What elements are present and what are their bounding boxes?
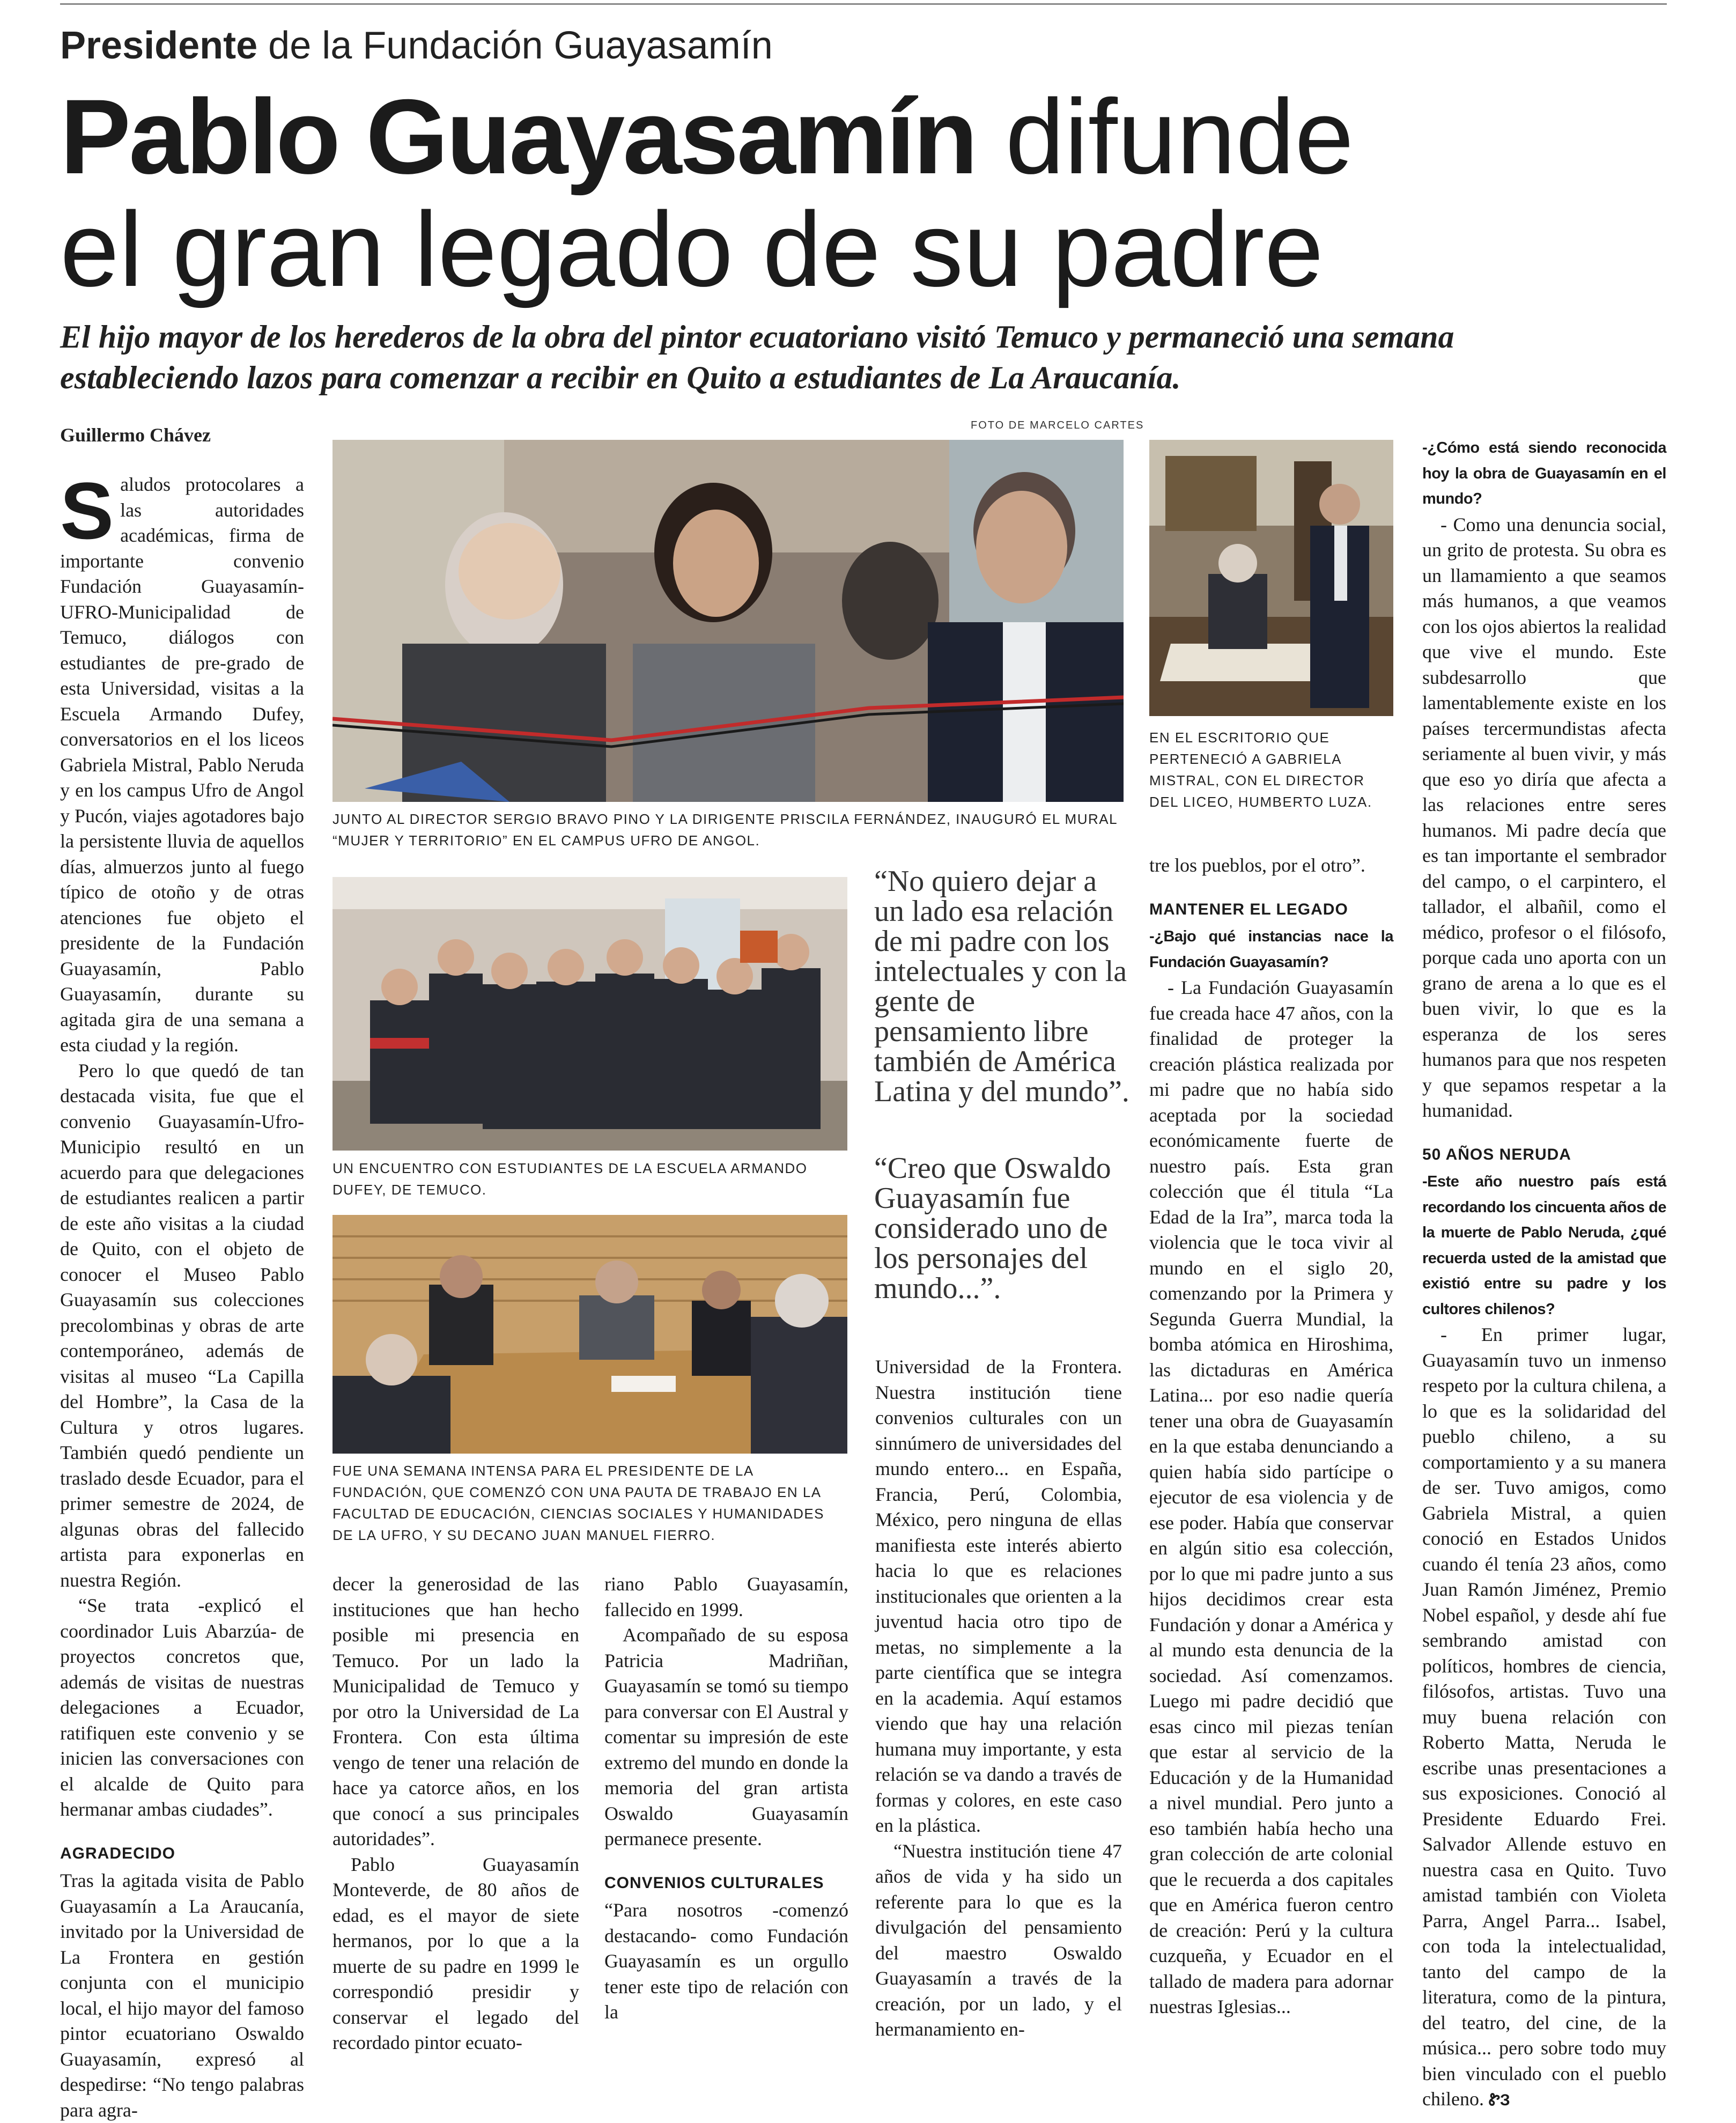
paragraph: tre los pueblos, por el otro”. bbox=[1149, 854, 1365, 876]
pullquote-1-line: Latina y del mundo”. bbox=[874, 1075, 1129, 1108]
meeting-table-illustration bbox=[333, 1215, 847, 1454]
pullquote-2-line: Guayasamín fue bbox=[874, 1182, 1070, 1215]
photo-students-group bbox=[333, 877, 847, 1151]
photo-ribbon-cutting bbox=[333, 440, 1124, 802]
end-mark-icon: ᏑЗ bbox=[1488, 2091, 1510, 2109]
paragraph-text: - En primer lugar, Guayasamín tuvo un inmenso respeto por la cultura chilena, a lo que es la solidaridad del pueblo chileno, a su comportamiento y a su manera de ser. Tuvo amigos, como Gabriela Mistral, a quien conoció en Estados Unidos cuando él tenía 23 años, como Juan Ramón Jiménez, Premio Nobel español, y desde ahí fue sembrando amistad con políticos, hombres de ciencia, filósofos, artistas. Tuvo una muy buena relación con Roberto Matta, Neruda le escribe unas presentaciones a sus exposiciones. Conoció al Presidente Eduardo Frei. Salvador Allende estuvo en nuestra casa en Quito. Tuvo amistad también con Violeta Parra, Angel Parra... Isabel, con toda la intelectualidad, tanto del campo de la literatura, como de la pintura, del teatro, del cine, de la música... pero sobre todo muy bien vinculado con el pueblo chileno. bbox=[1422, 1324, 1666, 2110]
paragraph: Pablo Guayasamín Monteverde, de 80 años de edad, es el mayor de siete hermanos, por lo que a la muerte de su padre en 1999 le correspondió presidir y conservar el legado del recordado pintor ecuato- bbox=[333, 1853, 579, 2053]
paragraph: “Se trata -explicó el coordinador Luis Abarzúa- de proyectos concretos que, además de visitas de nuestras delegaciones a Ecuador, ratifiquen este convenio y se inicien las conversaciones con el alcalde de Quito para hermanar ambas ciudades”. bbox=[60, 1595, 304, 1820]
caption-photo1: JUNTO AL DIRECTOR SERGIO BRAVO PINO Y LA DIRIGENTE PRISCILA FERNÁNDEZ, INAUGURÓ EL MURAL “MUJER Y TERRITORIO” EN EL CAMPUS UFRO DE ANGOL. bbox=[333, 811, 1118, 849]
photo-mistral-desk bbox=[1149, 440, 1393, 716]
subhead-convenios: CONVENIOS CULTURALES bbox=[604, 1874, 824, 1892]
pullquote-2-line: mundo...”. bbox=[874, 1272, 1001, 1305]
pullquote-2-line: “Creo que Oswaldo bbox=[874, 1152, 1111, 1185]
students-group-illustration bbox=[333, 877, 847, 1151]
paragraph: Tras la agitada visita de Pablo Guayasamín a La Araucanía, invitado por la Universidad de La Frontera en gestión conjunta con el municipio local, el hijo mayor del famoso pintor ecuatoriano Oswaldo Guayasamín, expresó al despedirse: “No tengo palabras para agra- bbox=[60, 1870, 304, 2121]
headline-light-2: el gran legado de su padre bbox=[60, 190, 1324, 308]
pullquote-2-line: considerado uno de bbox=[874, 1212, 1108, 1245]
paragraph: - La Fundación Guayasamín fue creada hace 47 años, con la finalidad de proteger la creación plástica realizada por mi padre que no había sido aceptada por la sociedad económicamente fuerte de nuestro país. Esta gran colección que él titula “La Edad de la Ira”, marca toda la violencia que le toca vivir al mundo en el siglo 20, comenzando por la Primera y Segunda Guerra Mundial, la bomba atómica en Hiroshima, las dictaduras en América Latina... por eso nadie quería tener una obra de Guayasamín en la que estaba denunciando a quien había sido partícipe o ejecutor de esa violencia y de ese poder. Había que conservar en algún sitio esa colección, por lo que mi padre junto a sus hijos decidimos crear esta Fundación y donar a América y al mundo esta denuncia de la sociedad. Así comenzamos. Luego mi padre decidió que esas cinco mil piezas tenían que estar al servicio de la Educación y de la Humanidad a nivel mundial. Pero junto a eso también había hecho una gran colección de arte colonial que le recuerda a dos capitales que en América fueron centro de creación: Perú y la cultura cuzqueña, y Ecuador en el tallado de madera para adornar nuestras Iglesias... bbox=[1149, 977, 1393, 2017]
article-column-3 bbox=[604, 1572, 848, 2025]
deck: El hijo mayor de los herederos de la obra del pintor ecuatoriano visitó Temuco y permaneció una semana estableciendo lazos para comenzar a recibir en Quito a estudiantes de La Araucanía. bbox=[60, 319, 1454, 395]
paragraph: - Como una denuncia social, un grito de protesta. Su obra es un llamamiento a que seamos más humanos, a que veamos con los ojos abiertos la realidad que vive el mundo. Este subdesarrollo que lamentablemente existe en los países tercermundistas afecta seriamente al buen vivir, y más que eso yo diría que afecta a las relaciones entre seres humanos. Mi padre decía que es tan importante el sembrador del campo, o el carpintero, el tallador, el albañil, como el médico, profesor o el filósofo, porque cada uno aporta con un grano de arena a lo que es el buen vivir, lo que es la esperanza de los seres humanos para que nos respeten y que sepamos respetar a la humanidad. bbox=[1422, 513, 1666, 1121]
paragraph: riano Pablo Guayasamín, fallecido en 1999. bbox=[604, 1573, 848, 1620]
paragraph: Universidad de la Frontera. Nuestra institución tiene convenios culturales con un sinnúmero de universidades del mundo entero... en España, Francia, Perú, Colombia, México, pero ninguna de ellas manifiesta este interés abierto hacia lo que es relaciones institucionales que orienten a la juventud hacia otro tipo de metas, no simplemente a la parte científica que se integra en la academia. Aquí estamos viendo que hay una relación humana muy importante, y esta relación se va dando a través de formas y colores, en este caso en la plástica. bbox=[875, 1356, 1122, 1836]
pullquote-1-line: intelectuales y con la bbox=[874, 955, 1127, 988]
pullquote-1-line: “No quiero dejar a bbox=[874, 865, 1097, 898]
pullquote-1-line: gente de bbox=[874, 985, 976, 1018]
paragraph: decer la generosidad de las instituciones que han hecho posible mi presencia en Temuco. Por un lado la Municipalidad de Temuco y por otro la Universidad de La Frontera. Con esta última vengo de tener una relación de hace ya catorce años, en los que conocí a sus principales autoridades”. bbox=[333, 1573, 579, 1849]
photo-meeting-table bbox=[333, 1215, 847, 1454]
pullquote-1-line: un lado esa relación bbox=[874, 895, 1114, 928]
headline-light-1: difunde bbox=[1005, 77, 1354, 196]
kicker-bold: Presidente bbox=[60, 24, 258, 67]
article-column-2 bbox=[333, 1572, 579, 2056]
pullquote-2-line: los personajes del bbox=[874, 1242, 1088, 1275]
subhead-legado: MANTENER EL LEGADO bbox=[1149, 900, 1348, 918]
paragraph: “Para nosotros -comenzó destacando- como Fundación Guayasamín es un orgullo tener este tipo de relación con la bbox=[604, 1899, 848, 2023]
article-column-5 bbox=[1149, 853, 1393, 2020]
paragraph: Pero lo que quedó de tan destacada visita, fue que el convenio Guayasamín-Ufro-Municipio resultó en un acuerdo para que delegaciones de estudiantes realicen a partir de este año visitas a la ciudad de Quito, con el objeto de conocer el Museo Pablo Guayasamín sus colecciones precolombinas y obras de arte contemporáneo, además de visitas al museo “La Capilla del Hombre”, la Casa de la Cultura y otros lugares. También quedó pendiente un traslado desde Ecuador, para el primer semestre de 2024, de algunas obras del fallecido artista para exponerlas en nuestra Región. bbox=[60, 1059, 304, 1591]
article-column-4 bbox=[875, 1354, 1122, 2043]
subhead-agradecido: AGRADECIDO bbox=[60, 1844, 176, 1862]
article-column-1 bbox=[60, 466, 304, 2123]
pullquote-1-line: también de América bbox=[874, 1045, 1116, 1078]
top-rule bbox=[60, 3, 1667, 5]
interview-question: -¿Cómo está siendo reconocida hoy la obra de Guayasamín en el mundo? bbox=[1422, 439, 1666, 507]
paragraph-lead-text: aludos protocolares a las autoridades académicas, firma de importante convenio Fundación Guayasamín-UFRO-Municipalidad de Temuco, diálogos con estudiantes de pre-grado de esta Universidad, visitas a la Escuela Armando Dufey, conversatorios en el los liceos Gabriela Mistral, Pablo Neruda y en los campus Ufro de Angol y Pucón, viajes agotadores bajo la persistente lluvia de aquellos días, almuerzos junto al fuego típico de otoño y de otras atenciones fue objeto el presidente de la Fundación Guayasamín, Pablo Guayasamín, durante su agitada gira de una semana a esta ciudad y la región. bbox=[60, 474, 304, 1056]
interview-question: -¿Bajo qué instancias nace la Fundación Guayasamín? bbox=[1149, 928, 1393, 971]
paragraph-lead bbox=[60, 466, 304, 1058]
drop-cap: S bbox=[60, 466, 114, 556]
pullquote-1-line: de mi padre con los bbox=[874, 925, 1110, 958]
paragraph bbox=[1422, 1322, 1666, 2113]
caption-photo4: EN EL ESCRITORIO QUE PERTENECIÓ A GABRIELA MISTRAL, CON EL DIRECTOR DEL LICEO, HUMBERTO LUZA. bbox=[1149, 729, 1372, 810]
kicker-light: de la Fundación Guayasamín bbox=[268, 24, 773, 67]
headline-bold: Pablo Guayasamín bbox=[60, 77, 976, 196]
subhead-neruda: 50 AÑOS NERUDA bbox=[1422, 1145, 1571, 1163]
photo-credit: FOTO DE MARCELO CARTES bbox=[971, 419, 1144, 431]
pullquote-2 bbox=[874, 1153, 1132, 1303]
paragraph: Acompañado de su esposa Patricia Madriñan, Guayasamín se tomó su tiempo para conversar con El Austral y comentar su impresión de este extremo del mundo en donde la memoria del gran artista Oswaldo Guayasamín permanece presente. bbox=[604, 1624, 848, 1849]
mistral-desk-illustration bbox=[1149, 440, 1393, 716]
pullquote-1-line: pensamiento libre bbox=[874, 1015, 1089, 1048]
pullquote-1 bbox=[874, 866, 1132, 1107]
caption-photo3: FUE UNA SEMANA INTENSA PARA EL PRESIDENTE DE LA FUNDACIÓN, QUE COMENZÓ CON UNA PAUTA DE TRABAJO EN LA FACULTAD DE EDUCACIÓN, CIENCIAS SOCIALES Y HUMANIDADES DE LA UFRO, Y SU DECANO JUAN MANUEL FIERRO. bbox=[333, 1463, 825, 1543]
ribbon-cutting-illustration bbox=[333, 440, 1124, 802]
interview-question: -Este año nuestro país está recordando los cincuenta años de la muerte de Pablo Neruda, ¿qué recuerda usted de la amistad que existió entre su padre y los cultores chilenos? bbox=[1422, 1173, 1666, 1318]
byline: Guillermo Chávez bbox=[60, 424, 211, 446]
headline bbox=[60, 77, 1508, 308]
paragraph: “Nuestra institución tiene 47 años de vida y ha sido un referente para lo que es la divulgación del pensamiento del maestro Oswaldo Guayasamín a través de la creación, por un lado, y el hermanamiento en- bbox=[875, 1840, 1122, 2040]
caption-photo2: UN ENCUENTRO CON ESTUDIANTES DE LA ESCUELA ARMANDO DUFEY, DE TEMUCO. bbox=[333, 1160, 808, 1198]
article-column-6 bbox=[1422, 436, 1666, 2113]
kicker bbox=[60, 21, 773, 70]
